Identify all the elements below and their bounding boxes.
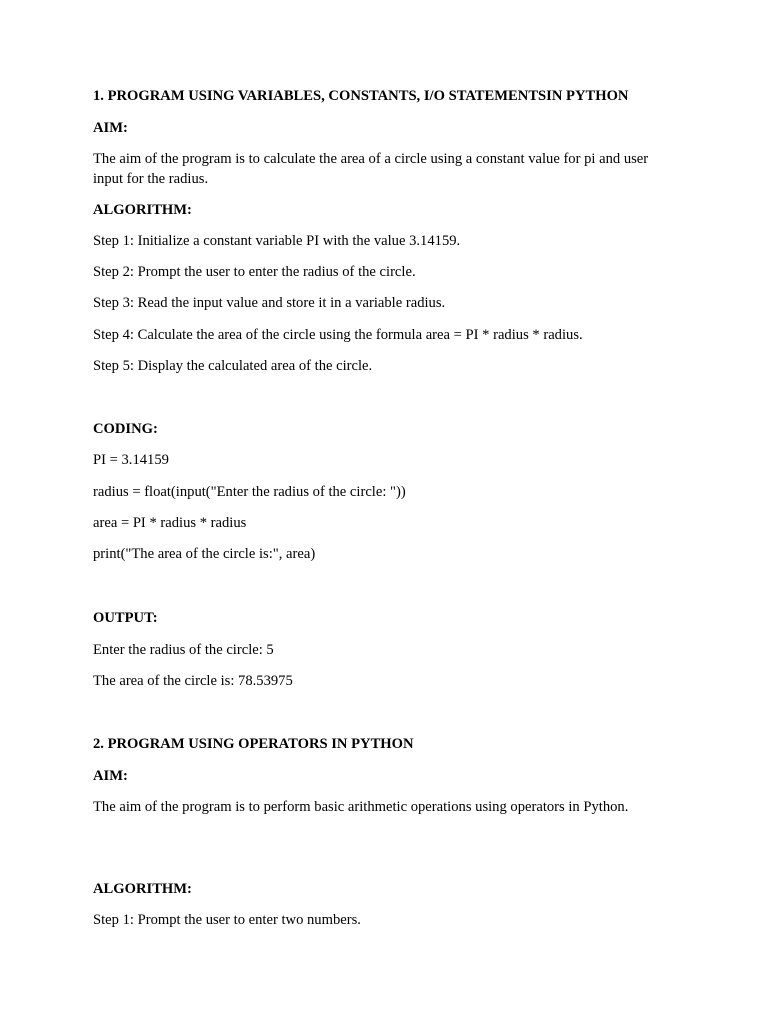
code-line: area = PI * radius * radius	[93, 515, 247, 531]
section-1-step: Step 2: Prompt the user to enter the radius of the circle.	[93, 264, 416, 280]
section-1-aim-label: AIM:	[93, 120, 128, 136]
section-2-aim-text: The aim of the program is to perform basic arithmetic operations using operators in Python.	[93, 799, 629, 815]
output-line: The area of the circle is: 78.53975	[93, 673, 293, 689]
section-1-coding-label: CODING:	[93, 421, 158, 437]
section-1-aim-text: The aim of the program is to calculate the area of a circle using a constant value for pi and user input for the radius.	[93, 151, 649, 187]
code-line: PI = 3.14159	[93, 452, 169, 468]
section-2-heading: 2. PROGRAM USING OPERATORS IN PYTHON	[93, 736, 414, 752]
section-2-algorithm-label: ALGORITHM:	[93, 881, 192, 897]
section-2-step: Step 1: Prompt the user to enter two numbers.	[93, 912, 361, 928]
section-1-heading: 1. PROGRAM USING VARIABLES, CONSTANTS, I/O STATEMENTSIN PYTHON	[93, 88, 629, 104]
section-1-output-label: OUTPUT:	[93, 610, 158, 626]
code-line: radius = float(input("Enter the radius of the circle: "))	[93, 484, 406, 500]
section-1-algorithm-label: ALGORITHM:	[93, 202, 192, 218]
section-1-step: Step 1: Initialize a constant variable PI with the value 3.14159.	[93, 233, 461, 249]
code-line: print("The area of the circle is:", area)	[93, 546, 316, 562]
section-2-aim-label: AIM:	[93, 768, 128, 784]
section-1-step: Step 4: Calculate the area of the circle using the formula area = PI * radius * radius.	[93, 327, 583, 343]
section-1-step: Step 3: Read the input value and store it in a variable radius.	[93, 295, 446, 311]
section-1-step: Step 5: Display the calculated area of the circle.	[93, 358, 373, 374]
output-line: Enter the radius of the circle: 5	[93, 642, 274, 658]
